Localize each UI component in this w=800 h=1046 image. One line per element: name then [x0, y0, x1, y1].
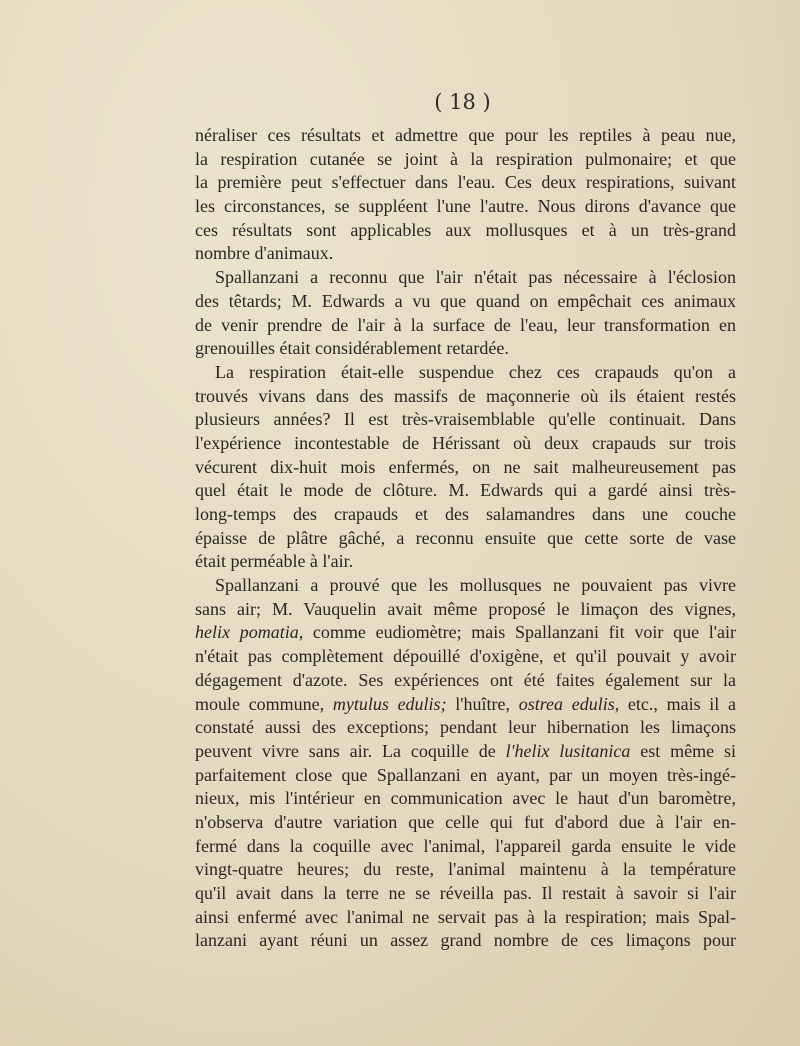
- text-run: néraliser ces résultats et admettre que pour les reptiles à peau nue,: [195, 125, 736, 145]
- text-line: [195, 669, 736, 693]
- text-run: parfaitement close que Spallanzani en ayant, par un moyen très-ingé-: [195, 764, 736, 785]
- text-run: n'observa d'autre variation que celle qui fut d'abord due à l'air en-: [195, 811, 736, 832]
- text-line: [195, 195, 736, 219]
- text-run: l'huître,: [446, 693, 519, 714]
- text-line: [195, 290, 736, 314]
- text-line: [195, 598, 736, 622]
- text-line: [195, 811, 736, 835]
- text-line: [195, 456, 736, 480]
- text-line: [195, 882, 736, 906]
- text-run: l'expérience incontestable de Hérissant où deux crapauds sur trois: [195, 432, 736, 453]
- text-line: [195, 527, 736, 551]
- text-line: [195, 432, 736, 456]
- text-run: la première peut s'effectuer dans l'eau. Ces deux respirations, suivant: [195, 172, 736, 193]
- text-line: [195, 148, 736, 172]
- text-line: [195, 693, 736, 717]
- text-line: [195, 645, 736, 669]
- text-run: , etc., mais il a: [614, 693, 736, 714]
- text-run: vingt-quatre heures; du reste, l'animal maintenu à la température: [195, 859, 736, 880]
- text-run: n'était pas complètement dépouillé d'oxigène, et qu'il pouvait y avoir: [195, 646, 736, 667]
- text-run: trouvés vivans dans des massifs de maçonnerie où ils étaient restés: [195, 385, 736, 406]
- text-run: ainsi enfermé avec l'animal ne servait pas à la respiration; mais Spal-: [195, 906, 736, 927]
- italic-text: mytulus edulis;: [332, 693, 447, 714]
- text-line: [195, 314, 736, 338]
- text-line: [195, 929, 736, 953]
- text-run: épaisse de plâtre gâché, a reconnu ensuite que cette sorte de vase: [195, 527, 736, 548]
- text-line: [195, 574, 736, 598]
- text-run: des têtards; M. Edwards a vu que quand on empêchait ces animaux: [195, 290, 736, 311]
- text-run: constaté aussi des exceptions; pendant leur hibernation les limaçons: [195, 717, 736, 738]
- text-line: [195, 219, 736, 243]
- text-run: moule commune,: [195, 693, 333, 714]
- text-run: sans air; M. Vauquelin avait même proposé le limaçon des vignes,: [195, 598, 736, 619]
- text-run: La respiration était-elle suspendue chez ces crapauds qu'on a: [215, 361, 736, 382]
- text-line: [195, 408, 736, 432]
- text-run: la respiration cutanée se joint à la respiration pulmonaire; et que: [195, 148, 736, 169]
- text-run: , comme eudiomètre; mais Spallanzani fit voir que l'air: [298, 622, 736, 643]
- text-line: [195, 906, 736, 930]
- italic-text: helix pomatia: [195, 622, 299, 643]
- text-line: [195, 716, 736, 740]
- text-run: nieux, mis l'intérieur en communication avec le haut d'un baromètre,: [195, 788, 736, 809]
- text-run: était perméable à l'air.: [195, 551, 354, 572]
- text-line: [195, 764, 736, 788]
- text-line: [195, 171, 736, 195]
- text-line: [195, 479, 736, 503]
- text-line: [195, 835, 736, 859]
- text-run: dégagement d'azote. Ses expériences ont été faites également sur la: [195, 669, 736, 690]
- text-line: [195, 858, 736, 882]
- text-line: [195, 787, 736, 811]
- text-line: [195, 361, 736, 385]
- text-line: [195, 242, 736, 266]
- italic-text: ostrea edulis: [518, 693, 615, 714]
- text-run: lanzani ayant réuni un assez grand nombre de ces limaçons pour: [195, 930, 736, 951]
- text-run: nombre d'animaux.: [195, 243, 334, 264]
- text-run: qu'il avait dans la terre ne se réveilla pas. Il restait à savoir si l'air: [195, 883, 736, 903]
- text-run: quel était le mode de clôture. M. Edwards qui a gardé ainsi très-: [195, 480, 736, 501]
- text-line: [195, 740, 736, 764]
- page-number: ( 18 ): [434, 90, 491, 114]
- text-run: les circonstances, se suppléent l'une l'autre. Nous dirons d'avance que: [195, 196, 736, 217]
- text-run: est même si: [630, 740, 736, 761]
- body-text: [195, 124, 736, 953]
- text-run: plusieurs années? Il est très-vraisemblable qu'elle continuait. Dans: [195, 409, 736, 430]
- text-run: peuvent vivre sans air. La coquille de: [195, 740, 506, 761]
- text-line: [195, 266, 736, 290]
- text-line: [195, 337, 736, 361]
- text-run: ces résultats sont applicables aux mollusques et à un très-grand: [195, 219, 736, 240]
- text-line: [195, 385, 736, 409]
- text-line: [195, 621, 736, 645]
- text-line: [195, 124, 736, 148]
- text-run: fermé dans la coquille avec l'animal, l'appareil garda ensuite le vide: [195, 835, 736, 856]
- text-run: de venir prendre de l'air à la surface de l'eau, leur transformation en: [195, 314, 736, 335]
- text-run: vécurent dix-huit mois enfermés, on ne sait malheureusement pas: [195, 456, 736, 477]
- text-run: Spallanzani a prouvé que les mollusques ne pouvaient pas vivre: [215, 575, 736, 596]
- italic-text: l'helix lusitanica: [505, 740, 631, 761]
- text-line: [195, 503, 736, 527]
- text-line: [195, 550, 736, 574]
- text-run: grenouilles était considérablement retardée.: [195, 338, 509, 359]
- text-run: long-temps des crapauds et des salamandres dans une couche: [195, 504, 736, 524]
- text-run: Spallanzani a reconnu que l'air n'était pas nécessaire à l'éclosion: [215, 267, 736, 288]
